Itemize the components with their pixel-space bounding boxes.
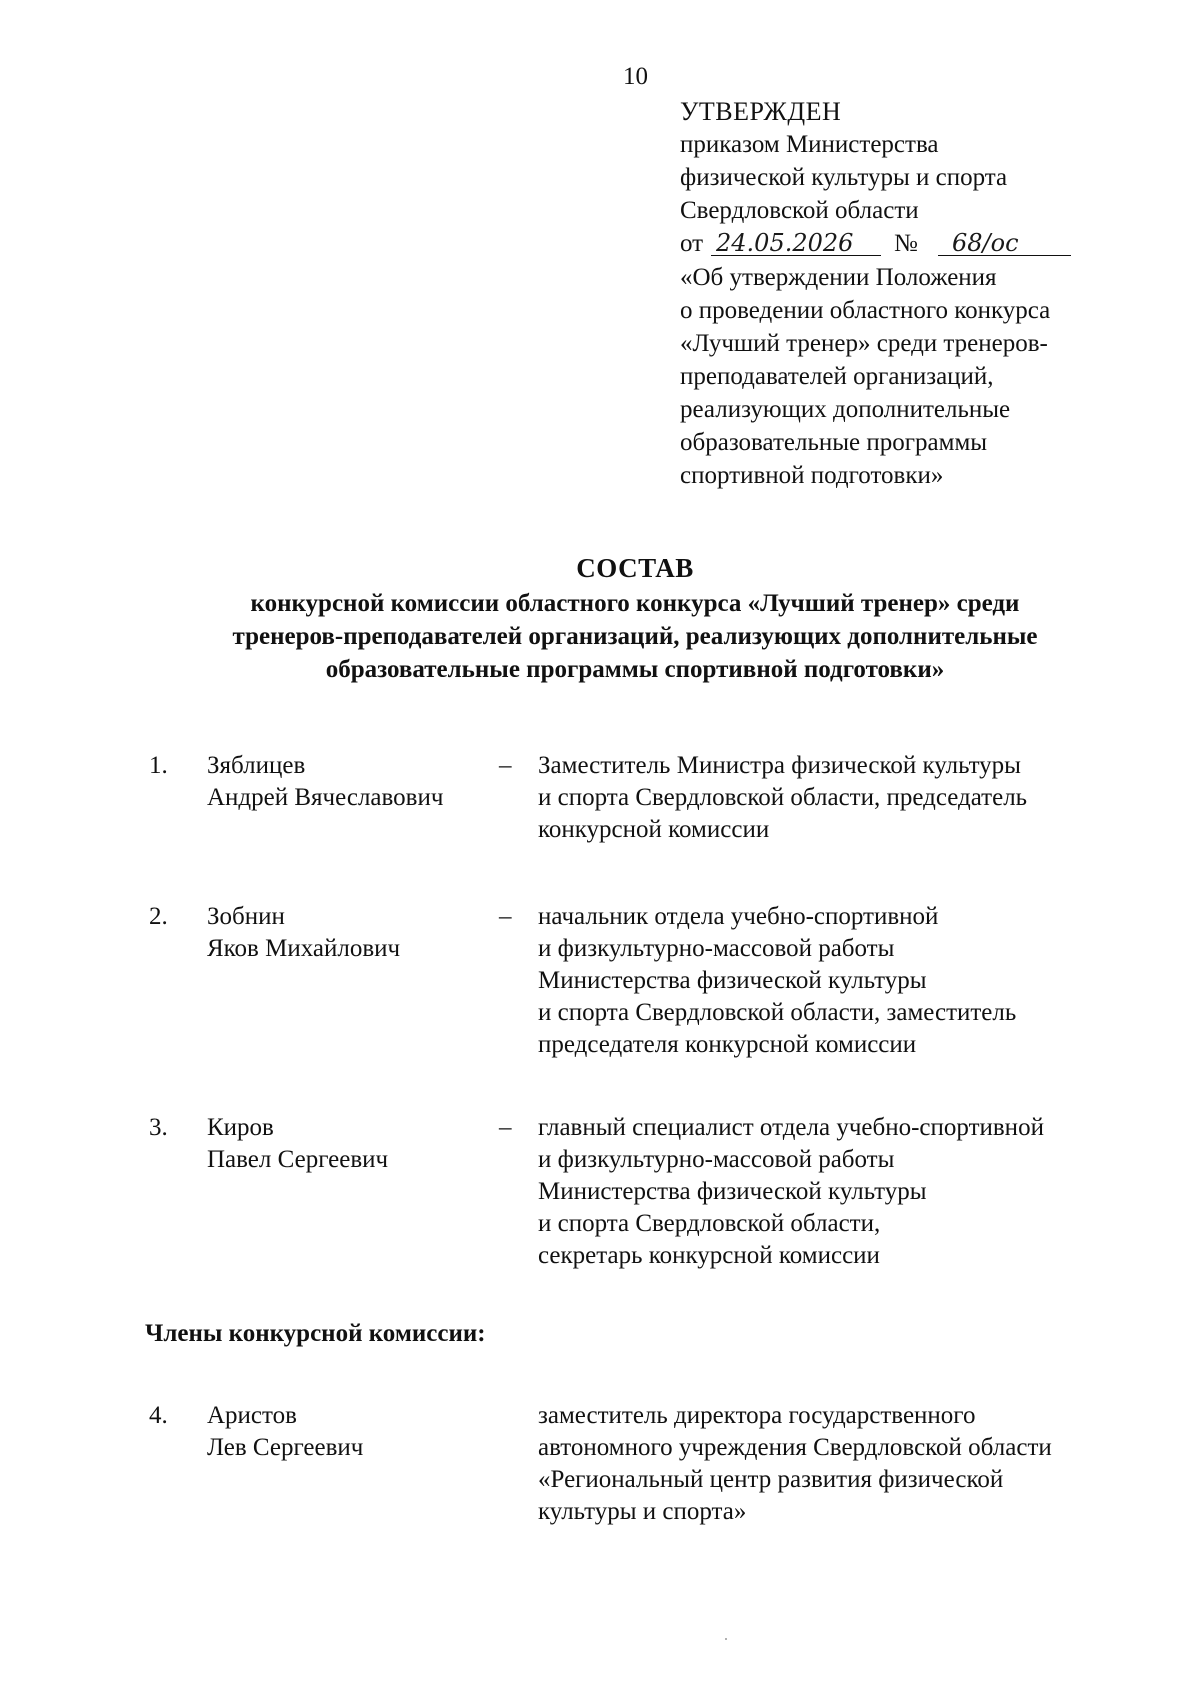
role-line: «Региональный центр развития физической: [538, 1466, 1004, 1493]
title-main: СОСТАВ: [576, 553, 694, 583]
member-number: 3.: [149, 1114, 168, 1141]
member-given-names: Яков Михайлович: [207, 935, 401, 962]
subject-line: о проведении областного конкурса: [680, 297, 1051, 324]
member-surname: Аристов: [207, 1402, 297, 1429]
member-surname: Зяблицев: [207, 752, 306, 779]
member-dash: –: [499, 1114, 512, 1141]
approval-line: физической культуры и спорта: [680, 164, 1008, 191]
order-reference: [680, 227, 1150, 261]
member-name: [207, 901, 400, 965]
subject-line: реализующих дополнительные: [680, 396, 1011, 423]
member-dash: –: [499, 903, 512, 930]
title-line: конкурсной комиссии областного конкурса «Лучший тренер» среди: [250, 590, 1020, 617]
member-dash: –: [499, 752, 512, 779]
member-given-names: Лев Сергеевич: [207, 1434, 364, 1461]
member-name: [207, 1112, 388, 1176]
member-role: [538, 1112, 1148, 1272]
role-line: Министерства физической культуры: [538, 967, 927, 994]
member-number: 2.: [149, 903, 168, 930]
approval-stamp: [680, 95, 1150, 492]
member-name: [207, 750, 443, 814]
members-heading: Члены конкурсной комиссии:: [145, 1320, 486, 1347]
member-number: 1.: [149, 752, 168, 779]
order-date: 24.05.2026: [716, 229, 854, 257]
role-line: культуры и спорта»: [538, 1498, 747, 1525]
member-name: [207, 1400, 363, 1464]
role-line: Заместитель Министра физической культуры: [538, 752, 1021, 779]
approval-line: Свердловской области: [680, 197, 919, 224]
role-line: заместитель директора государственного: [538, 1402, 976, 1429]
member-given-names: Андрей Вячеславович: [207, 784, 444, 811]
subject-line: спортивной подготовки»: [680, 462, 944, 489]
page-number: 10: [623, 63, 648, 90]
document-title: [120, 552, 1150, 686]
scan-speck: [725, 1638, 727, 1640]
subject-line: «Лучший тренер» среди тренеров-: [680, 330, 1048, 357]
title-line: образовательные программы спортивной подготовки»: [325, 656, 945, 683]
role-line: и физкультурно-массовой работы: [538, 935, 895, 962]
order-number-sign: №: [894, 230, 918, 257]
role-line: и спорта Свердловской области, председатель: [538, 784, 1028, 811]
subject-line: преподавателей организаций,: [680, 363, 994, 390]
role-line: председателя конкурсной комиссии: [538, 1031, 917, 1058]
role-line: и спорта Свердловской области, заместитель: [538, 999, 1017, 1026]
member-surname: Зобнин: [207, 903, 285, 930]
role-line: Министерства физической культуры: [538, 1178, 927, 1205]
role-line: главный специалист отдела учебно-спортивной: [538, 1114, 1044, 1141]
role-line: и физкультурно-массовой работы: [538, 1146, 895, 1173]
member-role: [538, 901, 1148, 1061]
member-given-names: Павел Сергеевич: [207, 1146, 389, 1173]
subject-line: образовательные программы: [680, 429, 988, 456]
title-line: тренеров-преподавателей организаций, реализующих дополнительные: [232, 623, 1038, 650]
member-number: 4.: [149, 1402, 168, 1429]
subject-line: «Об утверждении Положения: [680, 264, 997, 291]
role-line: начальник отдела учебно-спортивной: [538, 903, 939, 930]
member-role: [538, 750, 1148, 846]
role-line: и спорта Свердловской области,: [538, 1210, 881, 1237]
member-role: [538, 1400, 1148, 1528]
role-line: автономного учреждения Свердловской области: [538, 1434, 1052, 1461]
order-prefix: от: [680, 230, 704, 257]
approval-heading: УТВЕРЖДЕН: [680, 97, 842, 126]
member-surname: Киров: [207, 1114, 274, 1141]
approval-line: приказом Министерства: [680, 131, 939, 158]
role-line: конкурсной комиссии: [538, 816, 770, 843]
order-number: 68/ос: [952, 229, 1019, 257]
role-line: секретарь конкурсной комиссии: [538, 1242, 880, 1269]
